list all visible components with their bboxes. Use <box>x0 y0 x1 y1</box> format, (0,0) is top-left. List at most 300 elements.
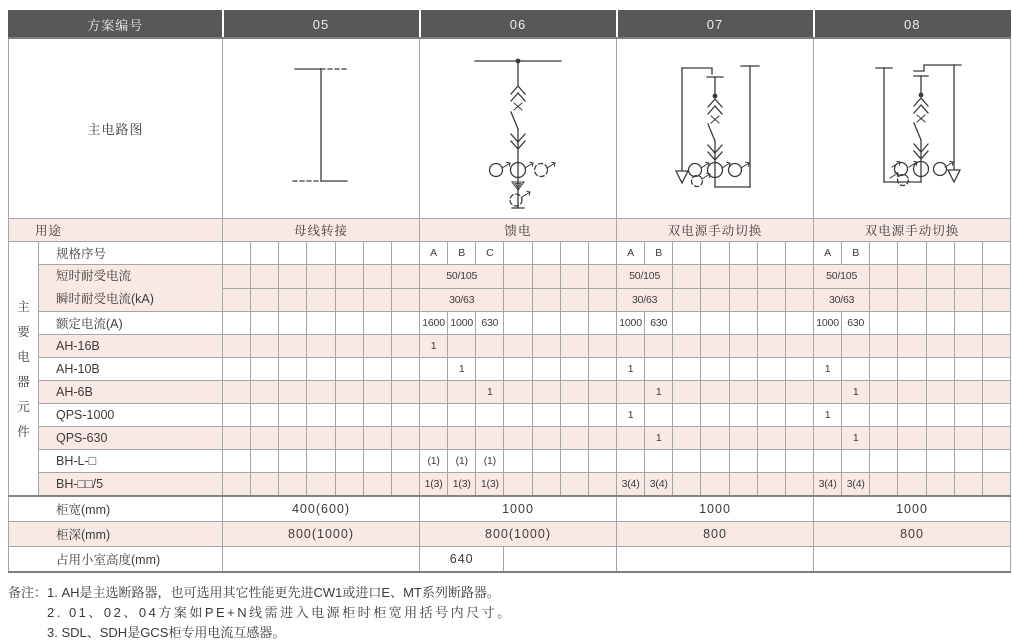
cell-cabinet-depth-05: 800(1000) <box>223 522 420 547</box>
cell-ah-16b-05 <box>279 335 307 358</box>
cell-instant-withstand-07 <box>673 288 701 312</box>
cell-ah-10b-07 <box>729 358 757 381</box>
cell-qps-1000-07 <box>701 404 729 427</box>
cell-bh-l-06: (1) <box>420 450 448 473</box>
feeder-circuit-icon <box>420 39 616 213</box>
cell-spec-serial-05 <box>307 242 335 265</box>
cell-qps-630-08 <box>814 427 842 450</box>
cell-bh-5-08 <box>898 473 926 497</box>
cell-bh-5-08 <box>954 473 982 497</box>
cell-ah-16b-06 <box>504 335 532 358</box>
cell-spec-serial-06: A <box>420 242 448 265</box>
cell-rated-current-08: 1000 <box>814 312 842 335</box>
cell-rated-current-05 <box>223 312 251 335</box>
cell-bh-5-06: 1(3) <box>448 473 476 497</box>
row-spec-serial <box>9 242 1011 265</box>
cell-ah-10b-05 <box>335 358 363 381</box>
cell-rated-current-07: 1000 <box>617 312 645 335</box>
cell-spec-serial-06: B <box>448 242 476 265</box>
cell-rated-current-05 <box>251 312 279 335</box>
cell-qps-1000-05 <box>307 404 335 427</box>
cell-spec-serial-08: B <box>842 242 870 265</box>
cell-ah-6b-05 <box>279 381 307 404</box>
cell-compartment-height-06: 640 <box>420 547 504 573</box>
cell-bh-l-05 <box>363 450 391 473</box>
header-scheme-07: 07 <box>617 11 814 39</box>
cell-ah-6b-06 <box>588 381 616 404</box>
cell-qps-630-05 <box>279 427 307 450</box>
footnote-2: 2. 01、02、04方案如PE+N线需进入电源柜时柜宽用括号内尺寸。 <box>47 605 513 620</box>
cell-qps-1000-05 <box>251 404 279 427</box>
cell-qps-1000-05 <box>335 404 363 427</box>
cell-bh-5-07 <box>729 473 757 497</box>
cell-short-withstand-07 <box>701 265 729 289</box>
cell-spec-serial-08 <box>954 242 982 265</box>
cell-ah-6b-08 <box>898 381 926 404</box>
cell-ah-16b-05 <box>307 335 335 358</box>
cell-ah-16b-06 <box>476 335 504 358</box>
cell-qps-1000-08: 1 <box>814 404 842 427</box>
cell-short-withstand-06 <box>588 265 616 289</box>
cell-bh-l-08 <box>926 450 954 473</box>
cell-qps-630-06 <box>532 427 560 450</box>
cell-qps-630-08: 1 <box>842 427 870 450</box>
cell-qps-1000-05 <box>391 404 419 427</box>
cell-qps-1000-07 <box>673 404 701 427</box>
cell-ah-6b-06 <box>532 381 560 404</box>
cell-bh-l-05 <box>335 450 363 473</box>
cell-cabinet-width-06: 1000 <box>420 496 617 522</box>
cell-qps-630-08 <box>954 427 982 450</box>
cell-spec-serial-07: B <box>645 242 673 265</box>
cell-cabinet-depth-08: 800 <box>814 522 1011 547</box>
row-ah-6b <box>9 381 1011 404</box>
cell-qps-1000-08 <box>954 404 982 427</box>
cell-qps-630-05 <box>307 427 335 450</box>
cell-bh-l-06 <box>532 450 560 473</box>
cell-rated-current-08 <box>898 312 926 335</box>
row-rated-current <box>9 312 1011 335</box>
cell-instant-withstand-08 <box>926 288 954 312</box>
main-circuit-diagram-07 <box>617 38 814 219</box>
row-label-cabinet-width: 柜宽(mm) <box>9 496 223 522</box>
usage-06: 馈电 <box>420 219 617 242</box>
cell-ah-10b-06 <box>420 358 448 381</box>
cell-instant-withstand-06: 30/63 <box>420 288 504 312</box>
cell-ah-16b-07 <box>617 335 645 358</box>
cell-bh-l-07 <box>729 450 757 473</box>
components-vertical-label: 主 要 电 器 元 件 <box>9 242 39 497</box>
cell-rated-current-05 <box>363 312 391 335</box>
cell-qps-1000-06 <box>420 404 448 427</box>
cell-bh-5-05 <box>279 473 307 497</box>
footnote-3: 3. SDL、SDH是GCS柜专用电流互感器。 <box>47 625 286 640</box>
cell-ah-6b-08 <box>982 381 1010 404</box>
row-label-rated-current: 额定电流(A) <box>39 312 223 335</box>
main-circuit-row <box>9 38 1011 219</box>
cell-ah-6b-08 <box>926 381 954 404</box>
cell-instant-withstand-06 <box>532 288 560 312</box>
cell-rated-current-06 <box>560 312 588 335</box>
cell-qps-1000-08 <box>898 404 926 427</box>
usage-label: 用途 <box>9 219 223 242</box>
cell-spec-serial-07 <box>757 242 785 265</box>
cell-ah-10b-06 <box>476 358 504 381</box>
cell-rated-current-07 <box>729 312 757 335</box>
cell-instant-withstand-05 <box>223 288 251 312</box>
cell-compartment-height-08 <box>814 547 1011 573</box>
cell-short-withstand-07 <box>673 265 701 289</box>
cell-qps-630-05 <box>335 427 363 450</box>
cell-cabinet-width-05: 400(600) <box>223 496 420 522</box>
cell-qps-630-06 <box>420 427 448 450</box>
cell-ah-6b-05 <box>335 381 363 404</box>
cell-qps-630-07 <box>785 427 813 450</box>
cell-qps-630-05 <box>251 427 279 450</box>
cell-rated-current-07 <box>673 312 701 335</box>
cell-ah-10b-07 <box>673 358 701 381</box>
cell-bh-l-07 <box>645 450 673 473</box>
cell-rated-current-07 <box>701 312 729 335</box>
cell-rated-current-05 <box>391 312 419 335</box>
cell-spec-serial-05 <box>363 242 391 265</box>
cell-rated-current-05 <box>335 312 363 335</box>
cell-bh-l-05 <box>307 450 335 473</box>
cell-bh-l-07 <box>785 450 813 473</box>
cell-bh-5-07 <box>757 473 785 497</box>
cell-bh-l-05 <box>223 450 251 473</box>
cell-bh-5-07: 3(4) <box>617 473 645 497</box>
cell-spec-serial-08: A <box>814 242 842 265</box>
row-ah-16b <box>9 335 1011 358</box>
cell-spec-serial-05 <box>335 242 363 265</box>
cell-ah-10b-08 <box>954 358 982 381</box>
cell-rated-current-07 <box>757 312 785 335</box>
cell-ah-10b-08 <box>870 358 898 381</box>
cell-ah-16b-06 <box>560 335 588 358</box>
cell-bh-5-05 <box>391 473 419 497</box>
cell-ah-10b-05 <box>363 358 391 381</box>
cell-rated-current-08 <box>870 312 898 335</box>
row-label-ah-6b: AH-6B <box>39 381 223 404</box>
cell-instant-withstand-08 <box>982 288 1010 312</box>
cell-bh-5-06 <box>532 473 560 497</box>
cell-instant-withstand-08 <box>898 288 926 312</box>
cell-spec-serial-08 <box>926 242 954 265</box>
cell-ah-16b-05 <box>335 335 363 358</box>
cell-ah-6b-07 <box>701 381 729 404</box>
cell-ah-16b-07 <box>673 335 701 358</box>
cell-bh-5-05 <box>307 473 335 497</box>
cell-qps-630-05 <box>363 427 391 450</box>
cell-ah-10b-08 <box>842 358 870 381</box>
cell-rated-current-06: 1600 <box>420 312 448 335</box>
cell-ah-6b-06: 1 <box>476 381 504 404</box>
header-scheme-06: 06 <box>420 11 617 39</box>
cell-short-withstand-08 <box>954 265 982 289</box>
cell-ah-16b-07 <box>785 335 813 358</box>
cell-rated-current-06 <box>532 312 560 335</box>
cell-ah-16b-08 <box>814 335 842 358</box>
cell-compartment-height-07 <box>617 547 814 573</box>
cell-bh-l-08 <box>982 450 1010 473</box>
busbar-link-icon <box>223 39 419 213</box>
cell-qps-630-07 <box>617 427 645 450</box>
header-scheme-label: 方案编号 <box>9 11 223 39</box>
cell-compartment-height-05 <box>223 547 420 573</box>
cell-qps-630-07: 1 <box>645 427 673 450</box>
row-label-cabinet-depth: 柜深(mm) <box>9 522 223 547</box>
cell-bh-l-05 <box>279 450 307 473</box>
cell-qps-630-06 <box>476 427 504 450</box>
cell-bh-5-06 <box>560 473 588 497</box>
cell-spec-serial-05 <box>279 242 307 265</box>
cell-instant-withstand-05 <box>335 288 363 312</box>
row-label-ah-10b: AH-10B <box>39 358 223 381</box>
cell-bh-l-05 <box>251 450 279 473</box>
cell-ah-6b-05 <box>307 381 335 404</box>
cell-qps-1000-06 <box>448 404 476 427</box>
cell-ah-10b-07 <box>757 358 785 381</box>
cell-qps-630-05 <box>223 427 251 450</box>
cell-bh-5-05 <box>335 473 363 497</box>
cell-qps-1000-08 <box>870 404 898 427</box>
cell-ah-10b-06 <box>504 358 532 381</box>
footnote-1: 备注：1. AH是主选断路器，也可选用其它性能更先进CW1或进口E、MT系列断路器。 <box>8 585 500 600</box>
cell-qps-1000-08 <box>982 404 1010 427</box>
main-circuit-diagram-08 <box>814 38 1011 219</box>
cell-spec-serial-05 <box>223 242 251 265</box>
usage-07: 双电源手动切换 <box>617 219 814 242</box>
usage-05: 母线转接 <box>223 219 420 242</box>
cell-ah-16b-08 <box>954 335 982 358</box>
cell-rated-current-08 <box>926 312 954 335</box>
cell-ah-6b-08 <box>954 381 982 404</box>
cell-bh-5-07: 3(4) <box>645 473 673 497</box>
cell-ah-10b-06 <box>560 358 588 381</box>
row-cabinet-depth <box>9 522 1011 547</box>
row-label-compartment-height: 占用小室高度(mm) <box>9 547 223 573</box>
cell-qps-1000-08 <box>926 404 954 427</box>
cell-short-withstand-08: 50/105 <box>814 265 870 289</box>
cell-ah-16b-07 <box>645 335 673 358</box>
cell-rated-current-06 <box>588 312 616 335</box>
cell-instant-withstand-05 <box>251 288 279 312</box>
cell-bh-5-06: 1(3) <box>476 473 504 497</box>
cell-bh-5-06 <box>504 473 532 497</box>
cell-spec-serial-07 <box>729 242 757 265</box>
cell-bh-l-08 <box>842 450 870 473</box>
cell-spec-serial-08 <box>898 242 926 265</box>
cell-bh-l-08 <box>814 450 842 473</box>
cell-short-withstand-05 <box>251 265 279 289</box>
cell-qps-630-07 <box>701 427 729 450</box>
cell-ah-10b-07 <box>645 358 673 381</box>
cell-spec-serial-06 <box>560 242 588 265</box>
cell-ah-6b-06 <box>560 381 588 404</box>
cell-ah-16b-06 <box>448 335 476 358</box>
cell-bh-l-06 <box>560 450 588 473</box>
dual-supply-transfer-icon <box>617 39 813 213</box>
cell-bh-l-07 <box>673 450 701 473</box>
cell-spec-serial-08 <box>982 242 1010 265</box>
cell-ah-10b-05 <box>251 358 279 381</box>
cell-bh-5-08 <box>926 473 954 497</box>
cell-short-withstand-07: 50/105 <box>617 265 673 289</box>
cell-qps-630-07 <box>757 427 785 450</box>
cell-spec-serial-07: A <box>617 242 645 265</box>
cell-short-withstand-05 <box>223 265 251 289</box>
cell-ah-6b-07 <box>617 381 645 404</box>
cell-bh-5-06 <box>588 473 616 497</box>
cell-ah-10b-05 <box>279 358 307 381</box>
cell-bh-l-06 <box>588 450 616 473</box>
row-label-qps-1000: QPS-1000 <box>39 404 223 427</box>
cell-short-withstand-06 <box>560 265 588 289</box>
table-header-row <box>9 11 1011 39</box>
cell-bh-5-06: 1(3) <box>420 473 448 497</box>
cell-ah-10b-05 <box>307 358 335 381</box>
row-qps-630 <box>9 427 1011 450</box>
cell-spec-serial-06 <box>588 242 616 265</box>
row-label-ah-16b: AH-16B <box>39 335 223 358</box>
cell-spec-serial-06 <box>532 242 560 265</box>
cell-ah-10b-06 <box>532 358 560 381</box>
cell-ah-16b-06 <box>588 335 616 358</box>
row-qps-1000 <box>9 404 1011 427</box>
cell-short-withstand-05 <box>279 265 307 289</box>
cell-bh-5-08: 3(4) <box>814 473 842 497</box>
main-circuit-diagram-06 <box>420 38 617 219</box>
cell-short-withstand-07 <box>785 265 813 289</box>
usage-row <box>9 219 1011 242</box>
cell-instant-withstand-05 <box>307 288 335 312</box>
main-circuit-diagram-05 <box>223 38 420 219</box>
cell-ah-16b-05 <box>391 335 419 358</box>
cell-ah-6b-08 <box>814 381 842 404</box>
cell-spec-serial-07 <box>785 242 813 265</box>
cell-ah-10b-07: 1 <box>617 358 645 381</box>
cell-bh-5-07 <box>673 473 701 497</box>
cell-qps-1000-06 <box>504 404 532 427</box>
cell-bh-l-06 <box>504 450 532 473</box>
cell-cabinet-width-07: 1000 <box>617 496 814 522</box>
cell-spec-serial-06: C <box>476 242 504 265</box>
row-short-withstand <box>9 265 1011 289</box>
header-scheme-08: 08 <box>814 11 1011 39</box>
main-circuit-label: 主电路图 <box>9 38 223 219</box>
cell-ah-6b-07 <box>673 381 701 404</box>
row-compartment-height <box>9 547 1011 573</box>
cell-qps-1000-07 <box>785 404 813 427</box>
cell-qps-630-05 <box>391 427 419 450</box>
cell-rated-current-07: 630 <box>645 312 673 335</box>
cell-ah-16b-05 <box>223 335 251 358</box>
cell-ah-6b-07 <box>729 381 757 404</box>
cell-qps-1000-08 <box>842 404 870 427</box>
cell-instant-withstand-05 <box>363 288 391 312</box>
cell-ah-10b-08: 1 <box>814 358 842 381</box>
row-label-bh-5: BH-□□/5 <box>39 473 223 497</box>
cell-qps-1000-06 <box>532 404 560 427</box>
usage-08: 双电源手动切换 <box>814 219 1011 242</box>
header-scheme-05: 05 <box>223 11 420 39</box>
cell-instant-withstand-05 <box>391 288 419 312</box>
cell-ah-16b-07 <box>757 335 785 358</box>
cell-rated-current-06: 630 <box>476 312 504 335</box>
row-label-spec-serial: 规格序号 <box>39 242 223 265</box>
cell-instant-withstand-08: 30/63 <box>814 288 870 312</box>
cell-rated-current-05 <box>307 312 335 335</box>
cell-bh-l-05 <box>391 450 419 473</box>
cell-ah-16b-08 <box>870 335 898 358</box>
cell-short-withstand-06: 50/105 <box>420 265 504 289</box>
cell-ah-6b-05 <box>363 381 391 404</box>
cell-bh-l-08 <box>954 450 982 473</box>
cell-bh-l-07 <box>617 450 645 473</box>
cell-qps-1000-07 <box>645 404 673 427</box>
cell-ah-6b-05 <box>223 381 251 404</box>
cell-ah-6b-08 <box>870 381 898 404</box>
cell-rated-current-06: 1000 <box>448 312 476 335</box>
cell-qps-1000-05 <box>363 404 391 427</box>
cell-ah-10b-07 <box>785 358 813 381</box>
cell-rated-current-08 <box>982 312 1010 335</box>
cell-qps-630-07 <box>729 427 757 450</box>
row-cabinet-width <box>9 496 1011 522</box>
cell-rated-current-08: 630 <box>842 312 870 335</box>
cell-bh-l-08 <box>898 450 926 473</box>
cell-ah-10b-07 <box>701 358 729 381</box>
cell-cabinet-width-08: 1000 <box>814 496 1011 522</box>
cell-short-withstand-05 <box>391 265 419 289</box>
cell-bh-5-07 <box>785 473 813 497</box>
cell-bh-l-08 <box>870 450 898 473</box>
cell-ah-6b-06 <box>448 381 476 404</box>
cell-instant-withstand-05 <box>279 288 307 312</box>
cell-bh-5-05 <box>363 473 391 497</box>
cell-bh-l-07 <box>701 450 729 473</box>
cell-qps-630-07 <box>673 427 701 450</box>
cell-ah-6b-05 <box>391 381 419 404</box>
cell-ah-6b-06 <box>504 381 532 404</box>
cell-instant-withstand-07 <box>757 288 785 312</box>
cell-spec-serial-07 <box>673 242 701 265</box>
cell-rated-current-05 <box>279 312 307 335</box>
cell-short-withstand-07 <box>757 265 785 289</box>
cell-instant-withstand-07: 30/63 <box>617 288 673 312</box>
cell-cabinet-depth-06: 800(1000) <box>420 522 617 547</box>
cell-instant-withstand-08 <box>870 288 898 312</box>
cell-ah-10b-05 <box>223 358 251 381</box>
footnotes <box>8 583 513 640</box>
cell-ah-6b-06 <box>420 381 448 404</box>
cell-qps-1000-07 <box>729 404 757 427</box>
cell-qps-1000-06 <box>560 404 588 427</box>
cell-short-withstand-06 <box>504 265 532 289</box>
cell-instant-withstand-07 <box>785 288 813 312</box>
cell-qps-630-08 <box>898 427 926 450</box>
cell-ah-6b-07 <box>757 381 785 404</box>
cell-bh-5-08 <box>870 473 898 497</box>
row-label-short-withstand: 短时耐受电流 瞬时耐受电流(kA) <box>39 265 223 312</box>
cell-ah-10b-06 <box>588 358 616 381</box>
cell-bh-5-05 <box>223 473 251 497</box>
row-label-qps-630: QPS-630 <box>39 427 223 450</box>
row-label-bh-l: BH-L-□ <box>39 450 223 473</box>
cell-qps-630-08 <box>982 427 1010 450</box>
cell-ah-16b-07 <box>729 335 757 358</box>
